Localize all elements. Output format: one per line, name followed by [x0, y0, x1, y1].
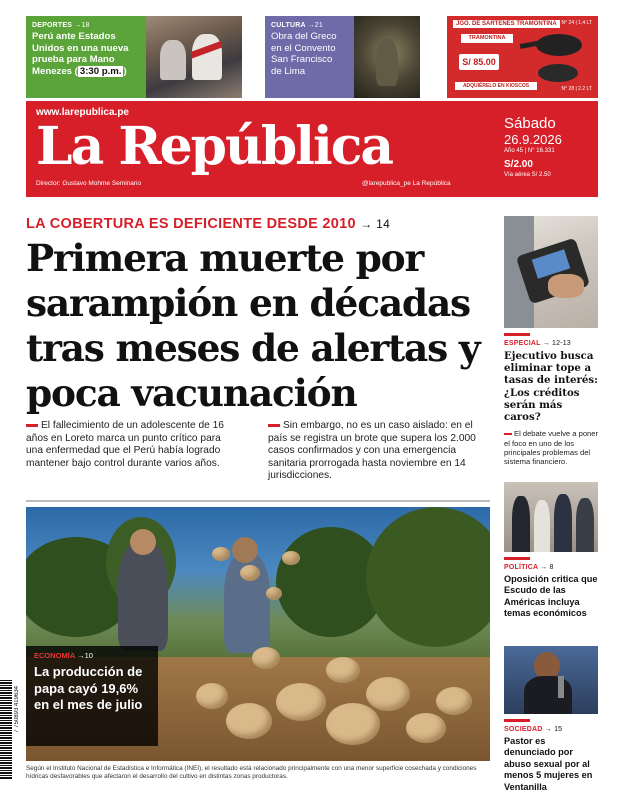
teaser-cultura[interactable] [265, 16, 420, 98]
frying-pan-icon [536, 34, 582, 56]
red-rule [504, 557, 530, 560]
lead-kicker: LA COBERTURA ES DEFICIENTE DESDE 2010 → 14 [26, 216, 391, 232]
sidebar-especial[interactable] [504, 333, 598, 467]
photo-caption: Según el Instituto Nacional de Estadística e Informática (INEI), el resultado está relacionado principalmente con una menor superficie cosechada y condiciones hídricas desfavorables que afectaron el desarrollo del cultivo en distintas zonas productoras. [26, 765, 477, 781]
photo-story-section: ECONOMÍA [34, 651, 75, 660]
barcode-icon [0, 680, 12, 780]
red-rule [504, 333, 530, 336]
especial-section: ESPECIAL [504, 340, 541, 347]
red-dash-icon [26, 424, 38, 427]
especial-ref: → 12-13 [542, 340, 571, 347]
masthead-date: 26.9.2026 [504, 132, 562, 147]
teaser-deportes-ref: →18 [74, 22, 90, 29]
masthead-social[interactable]: @larepublica_pe La República [362, 180, 451, 187]
teaser-cultura-ref: →21 [307, 22, 323, 29]
teaser-deportes-text: Perú ante Estados Unidos en una nueva prueba para Mano Menezes [32, 31, 129, 77]
barcode-number: 7 750893 419634 [14, 686, 20, 733]
teaser-cultura-text: Obra del Greco en el Convento San Francisco de Lima [271, 31, 337, 77]
masthead-day: Sábado [504, 115, 556, 132]
politica-section: POLÍTICA [504, 564, 539, 571]
red-dash-icon [504, 433, 512, 435]
promo-brand: TRAMONTINA [461, 34, 513, 43]
promo-price: S/ 85.00 [459, 54, 499, 70]
masthead [26, 101, 598, 197]
lead-headline[interactable]: Primera muerte por sarampión en décadas tras meses de alertas y poca vacunación [26, 236, 480, 415]
sidebar-sociedad[interactable] [504, 719, 598, 793]
sociedad-section: SOCIEDAD [504, 726, 543, 733]
newspaper-logo: La República [36, 116, 393, 177]
politicians-photo [504, 482, 598, 552]
teaser-deportes-time: 3:30 p.m. [79, 65, 122, 77]
sociedad-headline: Pastor es denunciado por abuso sexual por al menos 5 mujeres en Ventanilla [504, 736, 593, 792]
sociedad-ref: → 15 [544, 726, 563, 733]
lead-kicker-ref: → 14 [360, 217, 391, 231]
politica-headline: Oposición critica que Escudo de las Américas incluya temas económicos [504, 574, 598, 619]
masthead-url[interactable]: www.larepublica.pe [36, 107, 129, 118]
politica-ref: → 8 [540, 564, 554, 571]
frying-pan-small-icon [538, 64, 578, 82]
masthead-date-block [504, 115, 562, 179]
teaser-cultura-photo [354, 16, 420, 98]
teaser-cultura-section: CULTURA [271, 22, 306, 29]
especial-headline: Ejecutivo busca eliminar tope a tasas de interés: ¿Los créditos serán más caros? [504, 350, 598, 424]
divider [26, 500, 490, 502]
teaser-deportes[interactable]: DEPORTES →18 Perú ante Estados Unidos en una nueva prueba para Mano Menezes ( 3:30 p.m. ) [26, 16, 242, 98]
card-terminal-photo [504, 216, 598, 328]
photo-story-box[interactable] [26, 646, 158, 746]
masthead-price-note: Vía aérea S/ 2.50 [504, 172, 551, 178]
photo-story-ref: →10 [77, 651, 93, 660]
lead-paragraph-1: El fallecimiento de un adolescente de 16 años en Loreto marca un punto crítico para una enfermedad que el Perú había logrado mantener bajo control durante varios años. [26, 420, 224, 469]
promo-kiosk-note: ADQUIÉRELO EN KIOSCOS [455, 82, 537, 90]
promo-title: JGO. DE SARTENES TRAMONTINA [453, 20, 560, 28]
promo-size-2: N° 28 | 2.2 LT [561, 86, 592, 92]
teaser-deportes-photo [146, 16, 242, 98]
masthead-issue: Año 45 | N° 16.331 [504, 148, 555, 154]
pastor-photo [504, 646, 598, 714]
red-rule [504, 719, 530, 722]
red-dash-icon [268, 424, 280, 427]
promo-size-1: N° 24 | 1.4 LT [561, 20, 592, 26]
lead-paragraph-2: Sin embargo, no es un caso aislado: en el país se registra un brote que supera los 2.000 casos confirmados y con una emergencia sanitaria prorrogada hasta noviembre en 14 jurisdicciones. [268, 420, 476, 482]
photo-story-headline: La producción de papa cayó 19,6% en el mes de julio [34, 664, 143, 712]
promo-sartenes[interactable] [447, 16, 598, 98]
sidebar-politica[interactable] [504, 557, 598, 620]
masthead-director: Director: Gustavo Mohme Seminario [36, 180, 142, 187]
masthead-price: S/2.00 [504, 159, 533, 170]
teaser-deportes-section: DEPORTES [32, 22, 73, 29]
especial-body: El debate vuelve a poner el foco en uno de los principales problemas del sistema financiero. [504, 429, 599, 467]
